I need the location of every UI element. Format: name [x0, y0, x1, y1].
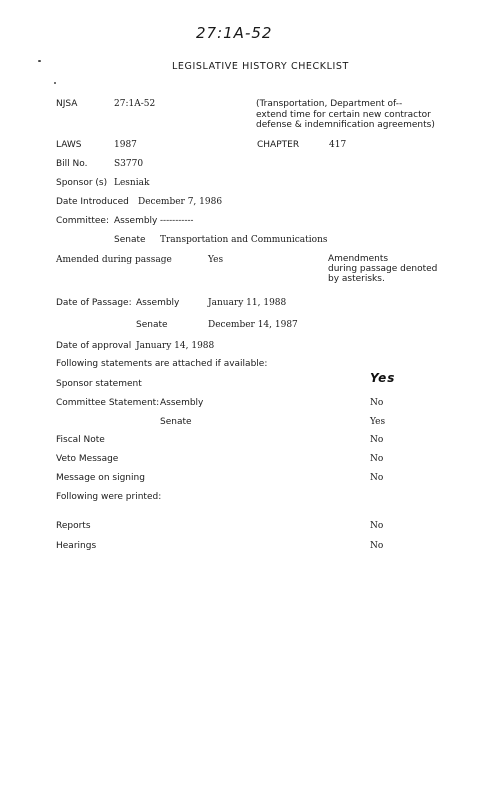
date-of-passage-label: Date of Passage:	[56, 298, 132, 308]
printed-heading: Following were printed:	[56, 492, 162, 502]
date-of-approval-value: January 14, 1988	[136, 341, 215, 351]
committee-statement-assembly-label: Assembly	[160, 398, 204, 408]
bill-value: S3770	[114, 159, 144, 169]
amended-note-line-2: during passage denoted	[328, 264, 438, 274]
date-introduced-value: December 7, 1986	[138, 197, 223, 207]
njsa-label: NJSA	[56, 99, 78, 109]
sponsor-statement-handwritten-value: Yes	[370, 371, 396, 385]
committee-statement-label: Committee Statement:	[56, 398, 160, 408]
laws-label: LAWS	[56, 140, 82, 150]
committee-senate-value: Transportation and Communications	[160, 235, 328, 245]
chapter-value: 417	[329, 140, 347, 150]
committee-senate-label: Senate	[114, 235, 146, 245]
amended-label: Amended during passage	[56, 255, 172, 265]
veto-message-label: Veto Message	[56, 454, 119, 464]
hearings-value: No	[370, 541, 384, 551]
committee-statement-assembly-value: No	[370, 398, 384, 408]
passage-senate-label: Senate	[136, 320, 168, 330]
sponsor-statement-label: Sponsor statement	[56, 379, 142, 389]
committee-statement-senate-value: Yes	[370, 417, 386, 427]
fiscal-note-label: Fiscal Note	[56, 435, 105, 445]
passage-assembly-value: January 11, 1988	[208, 298, 287, 308]
message-on-signing-value: No	[370, 473, 384, 483]
date-introduced-label: Date Introduced	[56, 197, 129, 207]
reports-label: Reports	[56, 521, 91, 531]
scan-speck	[38, 60, 41, 62]
page-title: LEGISLATIVE HISTORY CHECKLIST	[172, 61, 349, 72]
description-line-2: extend time for certain new contractor	[256, 110, 431, 120]
passage-assembly-label: Assembly	[136, 298, 180, 308]
committee-assembly-label: Assembly	[114, 216, 158, 226]
njsa-value: 27:1A-52	[114, 99, 156, 109]
sponsor-value: Lesniak	[114, 178, 150, 188]
reports-value: No	[370, 521, 384, 531]
chapter-label: CHAPTER	[257, 140, 300, 150]
sponsor-label: Sponsor (s)	[56, 178, 108, 188]
hearings-label: Hearings	[56, 541, 97, 551]
veto-message-value: No	[370, 454, 384, 464]
statements-heading: Following statements are attached if available:	[56, 359, 268, 369]
description-line-3: defense & indemnification agreements)	[256, 120, 435, 130]
message-on-signing-label: Message on signing	[56, 473, 145, 483]
scan-speck	[54, 82, 56, 84]
committee-label: Committee:	[56, 216, 109, 226]
description-line-1: (Transportation, Department of--	[256, 99, 403, 109]
amended-note-line-3: by asterisks.	[328, 274, 385, 284]
date-of-approval-label: Date of approval	[56, 341, 132, 351]
laws-value: 1987	[114, 140, 137, 150]
fiscal-note-value: No	[370, 435, 384, 445]
amended-note-line-1: Amendments	[328, 254, 389, 264]
bill-label: Bill No.	[56, 159, 88, 169]
committee-statement-senate-label: Senate	[160, 417, 192, 427]
committee-assembly-value: -----------	[160, 216, 194, 226]
amended-value: Yes	[208, 255, 224, 265]
handwritten-code: 27:1A-52	[196, 24, 273, 42]
passage-senate-value: December 14, 1987	[208, 320, 298, 330]
